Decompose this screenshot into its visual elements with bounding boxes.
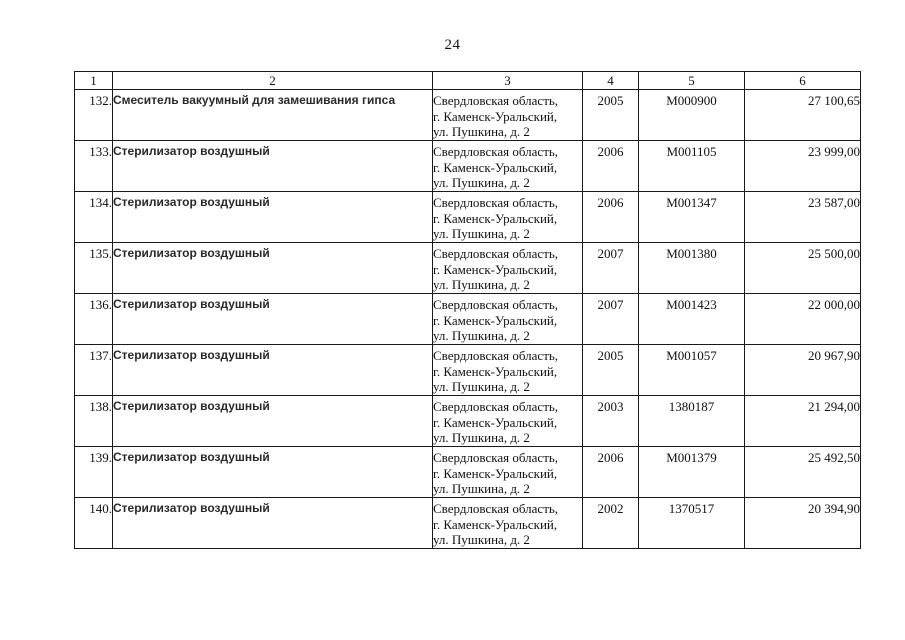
page-number: 24 [444, 37, 461, 53]
item-address [433, 90, 583, 141]
address-line: ул. Пушкина, д. 2 [433, 481, 530, 496]
address-line: Свердловская область, [433, 348, 559, 363]
item-cost: 22 000,00 [745, 294, 861, 345]
item-year: 2006 [583, 141, 639, 192]
item-cost: 20 967,90 [745, 345, 861, 396]
column-header-6: 6 [745, 72, 861, 90]
item-address [433, 447, 583, 498]
address-line: г. Каменск-Уральский, [433, 312, 558, 328]
address-line: ул. Пушкина, д. 2 [433, 430, 530, 445]
item-cost: 23 587,00 [745, 192, 861, 243]
table-row [75, 90, 861, 141]
item-year: 2005 [583, 90, 639, 141]
item-inventory-code: М000900 [639, 90, 745, 141]
address-line: г. Каменск-Уральский, [433, 210, 558, 226]
row-number: 136. [75, 294, 113, 345]
item-year: 2006 [583, 192, 639, 243]
table-header [75, 72, 861, 90]
address-line: г. Каменск-Уральский, [433, 108, 558, 124]
item-cost: 20 394,90 [745, 498, 861, 549]
address-line: Свердловская область, [433, 195, 559, 210]
item-cost: 21 294,00 [745, 396, 861, 447]
address-line: Свердловская область, [433, 246, 559, 261]
row-number: 138. [75, 396, 113, 447]
item-year: 2002 [583, 498, 639, 549]
item-cost: 27 100,65 [745, 90, 861, 141]
item-address [433, 141, 583, 192]
address-line: г. Каменск-Уральский, [433, 363, 558, 379]
item-inventory-code: М001379 [639, 447, 745, 498]
address-line: ул. Пушкина, д. 2 [433, 379, 530, 394]
item-year: 2005 [583, 345, 639, 396]
item-inventory-code: 1370517 [639, 498, 745, 549]
column-header-2: 2 [113, 72, 433, 90]
item-name: Стерилизатор воздушный [113, 447, 433, 498]
table-row [75, 294, 861, 345]
item-name: Смеситель вакуумный для замешивания гипса [113, 90, 433, 141]
header-row [75, 72, 861, 90]
address-line: г. Каменск-Уральский, [433, 159, 558, 175]
column-header-4: 4 [583, 72, 639, 90]
item-address [433, 498, 583, 549]
address-line: Свердловская область, [433, 399, 559, 414]
item-year: 2006 [583, 447, 639, 498]
address-line: Свердловская область, [433, 450, 559, 465]
item-inventory-code: М001380 [639, 243, 745, 294]
table-row [75, 345, 861, 396]
inventory-table [74, 71, 861, 549]
item-cost: 25 492,50 [745, 447, 861, 498]
address-line: Свердловская область, [433, 501, 559, 516]
table-body [75, 90, 861, 549]
row-number: 140. [75, 498, 113, 549]
row-number: 135. [75, 243, 113, 294]
item-inventory-code: М001347 [639, 192, 745, 243]
address-line: Свердловская область, [433, 144, 559, 159]
item-address [433, 243, 583, 294]
row-number: 137. [75, 345, 113, 396]
address-line: ул. Пушкина, д. 2 [433, 532, 530, 547]
column-header-3: 3 [433, 72, 583, 90]
row-number: 132. [75, 90, 113, 141]
item-address [433, 192, 583, 243]
item-inventory-code: М001423 [639, 294, 745, 345]
item-inventory-code: М001105 [639, 141, 745, 192]
address-line: ул. Пушкина, д. 2 [433, 277, 530, 292]
row-number: 134. [75, 192, 113, 243]
column-header-5: 5 [639, 72, 745, 90]
item-cost: 25 500,00 [745, 243, 861, 294]
column-header-1: 1 [75, 72, 113, 90]
address-line: г. Каменск-Уральский, [433, 465, 558, 481]
address-line: Свердловская область, [433, 93, 559, 108]
address-line: ул. Пушкина, д. 2 [433, 124, 530, 139]
item-address [433, 396, 583, 447]
item-inventory-code: М001057 [639, 345, 745, 396]
address-line: ул. Пушкина, д. 2 [433, 175, 530, 190]
table-row [75, 447, 861, 498]
address-line: Свердловская область, [433, 297, 559, 312]
address-line: г. Каменск-Уральский, [433, 516, 558, 532]
item-name: Стерилизатор воздушный [113, 243, 433, 294]
item-year: 2003 [583, 396, 639, 447]
item-name: Стерилизатор воздушный [113, 294, 433, 345]
item-inventory-code: 1380187 [639, 396, 745, 447]
address-line: г. Каменск-Уральский, [433, 261, 558, 277]
item-cost: 23 999,00 [745, 141, 861, 192]
table-row [75, 396, 861, 447]
address-line: ул. Пушкина, д. 2 [433, 226, 530, 241]
item-name: Стерилизатор воздушный [113, 141, 433, 192]
address-line: ул. Пушкина, д. 2 [433, 328, 530, 343]
table-row [75, 141, 861, 192]
row-number: 133. [75, 141, 113, 192]
table-row [75, 192, 861, 243]
item-address [433, 345, 583, 396]
item-name: Стерилизатор воздушный [113, 345, 433, 396]
item-year: 2007 [583, 294, 639, 345]
item-year: 2007 [583, 243, 639, 294]
table-row [75, 243, 861, 294]
item-name: Стерилизатор воздушный [113, 396, 433, 447]
row-number: 139. [75, 447, 113, 498]
address-line: г. Каменск-Уральский, [433, 414, 558, 430]
item-address [433, 294, 583, 345]
table-row [75, 498, 861, 549]
item-name: Стерилизатор воздушный [113, 192, 433, 243]
item-name: Стерилизатор воздушный [113, 498, 433, 549]
